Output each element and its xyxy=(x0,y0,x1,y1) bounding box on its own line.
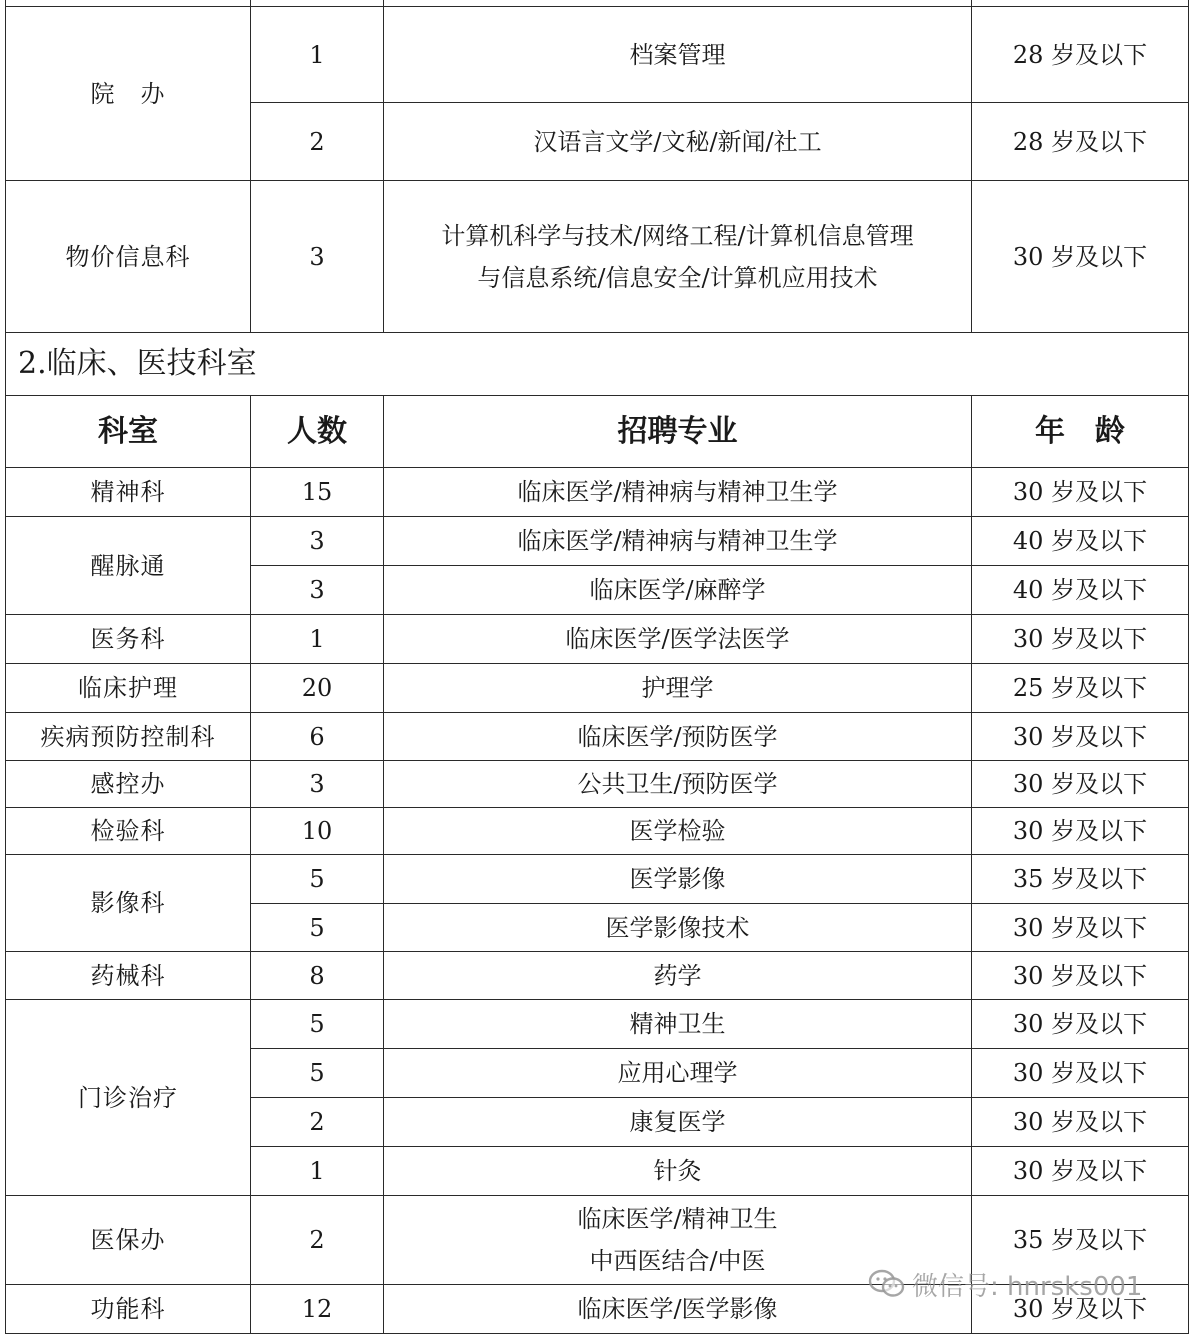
age-cell: 28 岁及以下 xyxy=(972,7,1189,103)
table-row xyxy=(6,615,1189,664)
dept-cell: 临床护理 xyxy=(6,664,251,713)
major-cell: 临床医学/精神病与精神卫生学 xyxy=(384,468,972,517)
table-row xyxy=(6,855,1189,904)
major-line: 中西医结合/中医 xyxy=(589,1247,766,1275)
count-cell: 2 xyxy=(251,103,384,181)
count-cell: 1 xyxy=(251,615,384,664)
dept-cell: 感控办 xyxy=(6,761,251,808)
major-cell: 医学检验 xyxy=(384,808,972,855)
table-row xyxy=(6,808,1189,855)
dept-cell: 疾病预防控制科 xyxy=(6,713,251,761)
major-cell: 公共卫生/预防医学 xyxy=(384,761,972,808)
age-cell: 30 岁及以下 xyxy=(972,1098,1189,1147)
age-cell: 28 岁及以下 xyxy=(972,103,1189,181)
major-cell: 临床医学/精神病与精神卫生学 xyxy=(384,517,972,566)
dept-cell: 影像科 xyxy=(6,855,251,952)
age-cell: 40 岁及以下 xyxy=(972,566,1189,615)
count-cell: 12 xyxy=(251,1285,384,1334)
age-cell: 30 岁及以下 xyxy=(972,904,1189,952)
dept-cell: 医保办 xyxy=(6,1196,251,1285)
dept-cell: 药械科 xyxy=(6,952,251,1000)
dept-cell: 物价信息科 xyxy=(6,181,251,333)
dept-cell: 检验科 xyxy=(6,808,251,855)
age-cell: 30 岁及以下 xyxy=(972,181,1189,333)
age-cell: 30 岁及以下 xyxy=(972,808,1189,855)
major-cell: 精神卫生 xyxy=(384,1000,972,1049)
major-line: 计算机科学与技术/网络工程/计算机信息管理 xyxy=(441,221,914,250)
age-cell: 40 岁及以下 xyxy=(972,517,1189,566)
major-cell: 临床医学/麻醉学 xyxy=(384,566,972,615)
table-row xyxy=(6,468,1189,517)
dept-cell: 医务科 xyxy=(6,615,251,664)
count-cell: 5 xyxy=(251,855,384,904)
count-cell: 10 xyxy=(251,808,384,855)
count-cell: 3 xyxy=(251,517,384,566)
header-major: 招聘专业 xyxy=(384,396,972,468)
count-cell: 6 xyxy=(251,713,384,761)
table-row xyxy=(6,181,1189,333)
table-row xyxy=(6,7,1189,103)
section-title: 2.临床、医技科室 xyxy=(6,333,1189,396)
count-cell: 15 xyxy=(251,468,384,517)
age-cell: 30 岁及以下 xyxy=(972,1285,1189,1334)
major-cell: 医学影像技术 xyxy=(384,904,972,952)
age-cell: 30 岁及以下 xyxy=(972,761,1189,808)
count-cell: 2 xyxy=(251,1098,384,1147)
major-cell: 临床医学/预防医学 xyxy=(384,713,972,761)
major-cell: 应用心理学 xyxy=(384,1049,972,1098)
count-cell: 3 xyxy=(251,761,384,808)
age-cell: 35 岁及以下 xyxy=(972,1196,1189,1285)
age-cell: 30 岁及以下 xyxy=(972,952,1189,1000)
major-cell: 临床医学/医学法医学 xyxy=(384,615,972,664)
recruitment-table xyxy=(5,0,1189,1334)
table-row xyxy=(6,1000,1189,1049)
count-cell: 1 xyxy=(251,1147,384,1196)
count-cell: 5 xyxy=(251,904,384,952)
table-header-row xyxy=(6,396,1189,468)
wechat-icon xyxy=(868,1268,906,1300)
age-cell: 30 岁及以下 xyxy=(972,713,1189,761)
header-age: 年 龄 xyxy=(972,396,1189,468)
count-cell: 5 xyxy=(251,1049,384,1098)
major-line: 临床医学/精神卫生 xyxy=(577,1205,778,1233)
major-cell xyxy=(384,181,972,333)
major-cell: 康复医学 xyxy=(384,1098,972,1147)
dept-cell: 门诊治疗 xyxy=(6,1000,251,1196)
major-cell: 临床医学/医学影像 xyxy=(384,1285,972,1334)
age-cell: 35 岁及以下 xyxy=(972,855,1189,904)
age-cell: 25 岁及以下 xyxy=(972,664,1189,713)
table-row xyxy=(6,713,1189,761)
count-cell: 20 xyxy=(251,664,384,713)
section-row xyxy=(6,333,1189,396)
age-cell: 30 岁及以下 xyxy=(972,1000,1189,1049)
major-line: 与信息系统/信息安全/计算机应用技术 xyxy=(477,263,878,292)
count-cell: 1 xyxy=(251,7,384,103)
age-cell: 30 岁及以下 xyxy=(972,1147,1189,1196)
count-cell: 2 xyxy=(251,1196,384,1285)
major-cell: 护理学 xyxy=(384,664,972,713)
major-cell: 针灸 xyxy=(384,1147,972,1196)
major-cell: 档案管理 xyxy=(384,7,972,103)
age-cell: 30 岁及以下 xyxy=(972,1049,1189,1098)
wechat-watermark xyxy=(868,1264,1142,1304)
table-row xyxy=(6,761,1189,808)
age-cell: 30 岁及以下 xyxy=(972,615,1189,664)
dept-cell: 精神科 xyxy=(6,468,251,517)
dept-cell: 醒脉通 xyxy=(6,517,251,615)
header-dept: 科室 xyxy=(6,396,251,468)
table-row xyxy=(6,952,1189,1000)
table-row xyxy=(6,664,1189,713)
count-cell: 5 xyxy=(251,1000,384,1049)
major-cell: 药学 xyxy=(384,952,972,1000)
count-cell: 8 xyxy=(251,952,384,1000)
count-cell: 3 xyxy=(251,181,384,333)
dept-cell: 功能科 xyxy=(6,1285,251,1334)
major-cell: 汉语言文学/文秘/新闻/社工 xyxy=(384,103,972,181)
age-cell: 30 岁及以下 xyxy=(972,468,1189,517)
dept-cell: 院 办 xyxy=(6,7,251,181)
major-cell: 医学影像 xyxy=(384,855,972,904)
watermark-text: 微信号: hnrsks001 xyxy=(912,1271,1143,1302)
header-count: 人数 xyxy=(251,396,384,468)
table-row xyxy=(6,517,1189,566)
count-cell: 3 xyxy=(251,566,384,615)
